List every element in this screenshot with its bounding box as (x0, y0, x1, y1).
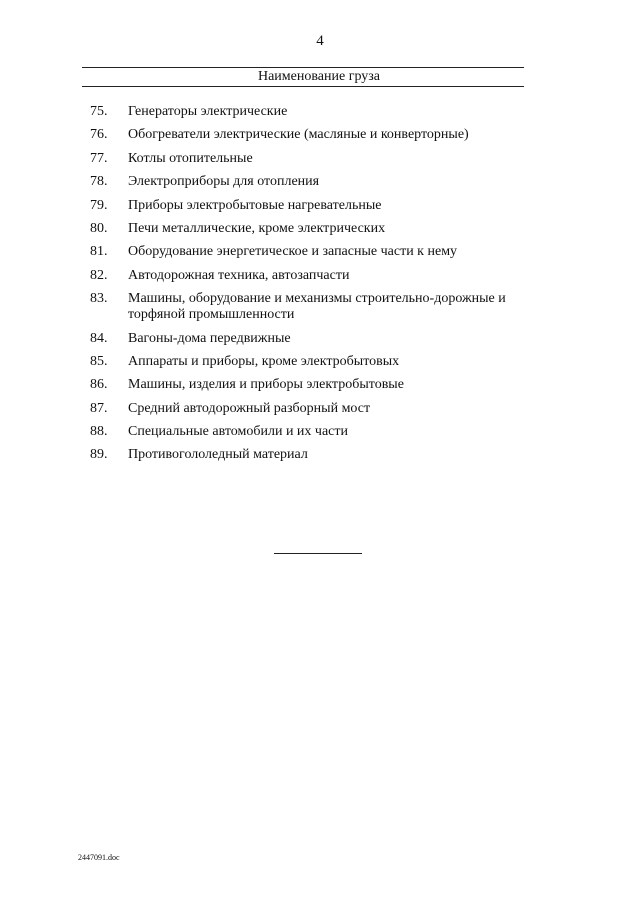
item-text: Оборудование энергетическое и запасные части к нему (128, 244, 458, 260)
list-item (90, 377, 550, 393)
item-number: 79. (90, 197, 108, 213)
item-text: Генераторы электрические (128, 104, 288, 119)
cargo-list (90, 104, 550, 471)
footer-filename: 2447091.doc (78, 853, 120, 862)
item-text: Аппараты и приборы, кроме электробытовых (128, 353, 400, 369)
list-item (90, 447, 550, 463)
list-item (90, 291, 550, 323)
list-item (90, 221, 550, 237)
item-number: 86. (90, 377, 108, 393)
item-number: 76. (90, 127, 108, 143)
list-item (90, 198, 550, 214)
list-item (90, 244, 550, 260)
list-item (90, 424, 550, 440)
item-number: 81. (90, 244, 108, 260)
item-text: Электроприборы для отопления (128, 174, 320, 190)
item-number: 78. (90, 174, 108, 190)
item-text: Машины, оборудование и механизмы строительно-дорожные и торфяной промышленности (128, 291, 506, 323)
list-item (90, 127, 550, 143)
item-number: 82. (90, 267, 108, 283)
item-number: 77. (90, 150, 108, 166)
list-item (90, 104, 550, 120)
item-number: 84. (90, 330, 108, 346)
item-text: Вагоны-дома передвижные (128, 330, 291, 346)
item-number: 80. (90, 220, 108, 236)
item-number: 85. (90, 353, 108, 369)
item-number: 87. (90, 400, 108, 416)
page-number: 4 (316, 33, 324, 49)
list-item (90, 331, 550, 347)
header-bottom-rule (82, 86, 524, 87)
list-item (90, 354, 550, 370)
item-text: Машины, изделия и приборы электробытовые (128, 377, 404, 393)
list-item (90, 268, 550, 284)
item-number: 83. (90, 291, 108, 307)
item-text: Специальные автомобили и их части (128, 424, 349, 440)
column-header: Наименование груза (257, 69, 381, 84)
list-item (90, 151, 550, 167)
list-item (90, 174, 550, 190)
item-text: Средний автодорожный разборный мост (128, 400, 371, 416)
item-text: Обогреватели электрические (масляные и конверторные) (128, 127, 469, 143)
end-of-list-rule (274, 553, 362, 554)
item-text: Котлы отопительные (128, 150, 253, 166)
item-number: 89. (90, 447, 108, 463)
item-text: Печи металлические, кроме электрических (128, 220, 386, 236)
item-number: 75. (90, 104, 108, 119)
item-text: Противогололедный материал (128, 447, 308, 463)
item-text: Автодорожная техника, автозапчасти (128, 267, 350, 283)
item-number: 88. (90, 424, 108, 440)
item-text: Приборы электробытовые нагревательные (128, 197, 382, 213)
list-item (90, 401, 550, 417)
